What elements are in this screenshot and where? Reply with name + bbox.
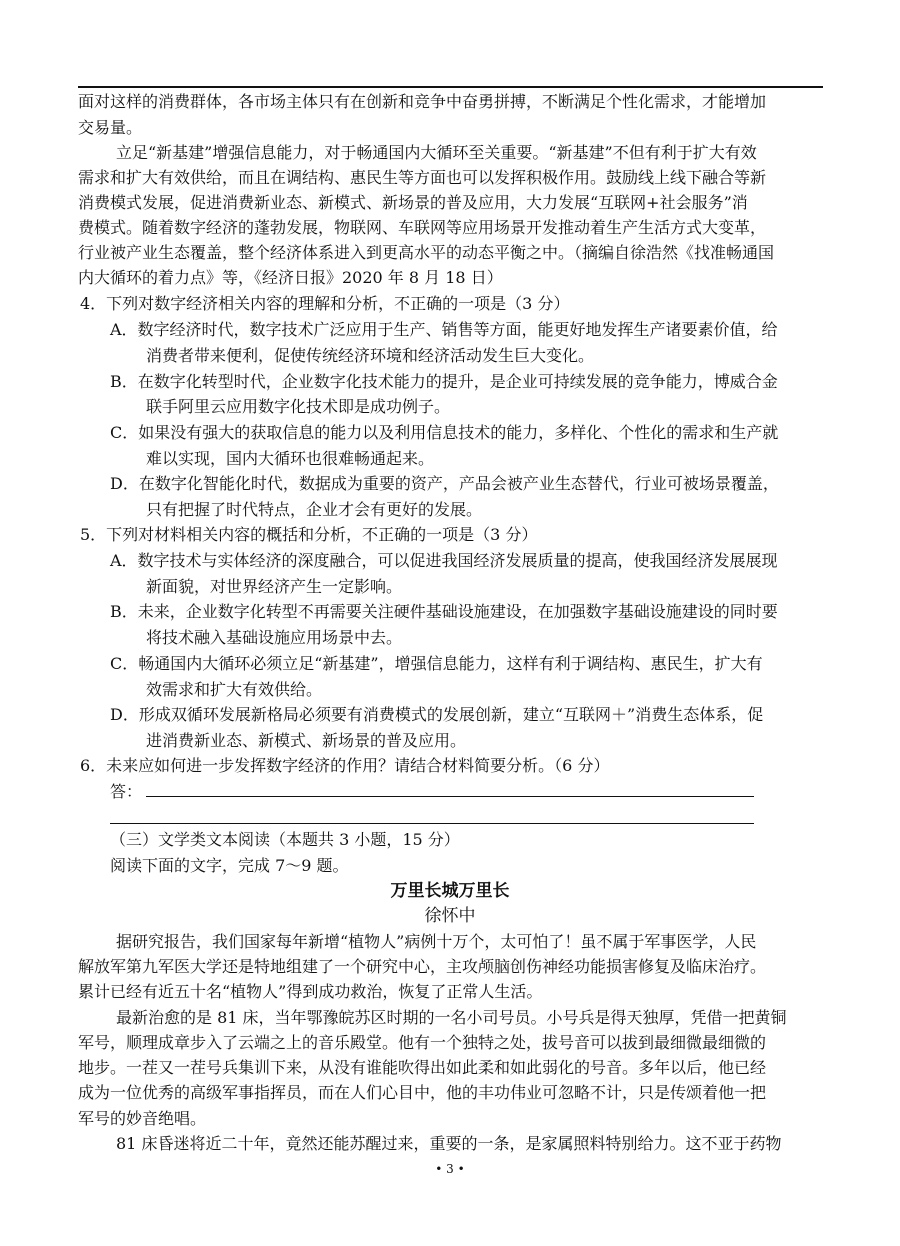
question-4-option-d: D．在数字化智能化时代，数据成为重要的资产，产品会被产业生态替代，行业可被场景覆盖， [110,474,779,493]
story-line: 地步。一茬又一茬号兵集训下来，从没有谁能吹得出如此柔和如此弱化的号音。多年以后，他已经 [78,1058,767,1077]
story-title: 万里长城万里长 [390,881,510,901]
story-line: 累计已经有近五十名“植物人”得到成功救治，恢复了正常人生活。 [78,982,543,1001]
story-line: 军号，顺理成章步入了云端之上的音乐殿堂。他有一个独特之处，拔号音可以拔到最细微最细微的 [78,1033,767,1052]
passage-line: 行业被产业生态覆盖，整个经济体系进入到更高水平的动态平衡之中。（摘编自徐浩然《找准畅通国 [78,243,775,262]
question-4-option-b: B．在数字化转型时代，企业数字化技术能力的提升，是企业可持续发展的竞争能力，博威合金 [110,372,778,391]
top-rule [78,86,823,88]
story-line: 军号的妙音绝唱。 [78,1109,207,1128]
question-4-option-d-cont: 只有把握了时代特点，企业才会有更好的发展。 [146,500,483,519]
question-5-stem: 5．下列对材料相关内容的概括和分析，不正确的一项是（3 分） [80,525,538,544]
question-5-option-b-cont: 将技术融入基础设施应用场景中去。 [146,628,403,647]
passage-line: 费模式。随着数字经济的蓬勃发展，物联网、车联网等应用场景开发推动着生产生活方式大变革， [78,218,767,237]
story-author: 徐怀中 [424,906,476,926]
question-4-stem: 4．下列对数字经济相关内容的理解和分析，不正确的一项是（3 分） [80,294,570,313]
question-4-option-c: C．如果没有强大的获取信息的能力以及利用信息技术的能力，多样化、个性化的需求和生产就 [110,423,779,442]
page-number: • 3 • [435,1162,465,1176]
question-5-option-b: B．未来，企业数字化转型不再需要关注硬件基础设施建设，在加强数字基础设施建设的同时要 [110,602,778,621]
story-line: 成为一位优秀的高级军事指挥员，而在人们心目中，他的丰功伟业可忽略不计，只是传颂着他一把 [78,1083,767,1102]
section-heading: （三）文学类文本阅读（本题共 3 小题，15 分） [110,830,460,849]
passage-line: 内大循环的着力点》等，《经济日报》2020 年 8 月 18 日） [78,268,503,287]
passage-line: 需求和扩大有效供给，而且在调结构、惠民生等方面也可以发挥积极作用。鼓励线上线下融合等新 [78,168,767,187]
story-line: 解放军第九军医大学还是特地组建了一个研究中心，主攻颅脑创伤神经功能损害修复及临床治疗。 [78,957,767,976]
question-5-option-d-cont: 进消费新业态、新模式、新场景的普及应用。 [146,731,467,750]
answer-line[interactable] [146,796,754,797]
section-instruction: 阅读下面的文字，完成 7～9 题。 [110,856,349,875]
question-5-option-c-cont: 效需求和扩大有效供给。 [146,680,323,699]
passage-line: 消费模式发展，促进消费新业态、新模式、新场景的普及应用，大力发展“互联网+社会服务”消 [78,193,748,212]
story-line: 81 床昏迷将近二十年，竟然还能苏醒过来，重要的一条，是家属照料特别给力。这不亚于药物 [116,1134,782,1153]
question-4-option-a: A．数字经济时代，数字技术广泛应用于生产、销售等方面，能更好地发挥生产诸要素价值，给 [110,320,778,339]
question-6-stem: 6．未来应如何进一步发挥数字经济的作用？请结合材料简要分析。（6 分） [80,756,610,775]
answer-line[interactable] [110,823,754,824]
story-line: 据研究报告，我们国家每年新增“植物人”病例十万个，太可怕了！虽不属于军事医学，人民 [116,932,757,951]
question-4-option-a-cont: 消费者带来便利，促使传统经济环境和经济活动发生巨大变化。 [146,346,595,365]
passage-line: 面对这样的消费群体，各市场主体只有在创新和竞争中奋勇拼搏，不断满足个性化需求，才能增加 [78,92,767,111]
story-line: 最新治愈的是 81 床，当年鄂豫皖苏区时期的一名小司号员。小号兵是得天独厚，凭借一把黄铜 [116,1008,787,1027]
question-4-option-b-cont: 联手阿里云应用数字化技术即是成功例子。 [146,397,451,416]
question-4-option-c-cont: 难以实现，国内大循环也很难畅通起来。 [146,449,435,468]
question-5-option-a: A．数字技术与实体经济的深度融合，可以促进我国经济发展质量的提高，使我国经济发展展现 [110,551,778,570]
passage-line: 交易量。 [78,118,143,137]
question-5-option-d: D．形成双循环发展新格局必须要有消费模式的发展创新，建立“互联网＋”消费生态体系，促 [110,705,764,724]
question-5-option-c: C．畅通国内大循环必须立足“新基建”，增强信息能力，这样有利于调结构、惠民生，扩大有 [110,654,763,673]
passage-line: 立足“新基建”增强信息能力，对于畅通国内大循环至关重要。“新基建”不但有利于扩大有效 [116,143,757,162]
question-5-option-a-cont: 新面貌，对世界经济产生一定影响。 [146,577,403,596]
answer-label: 答： [110,782,143,801]
